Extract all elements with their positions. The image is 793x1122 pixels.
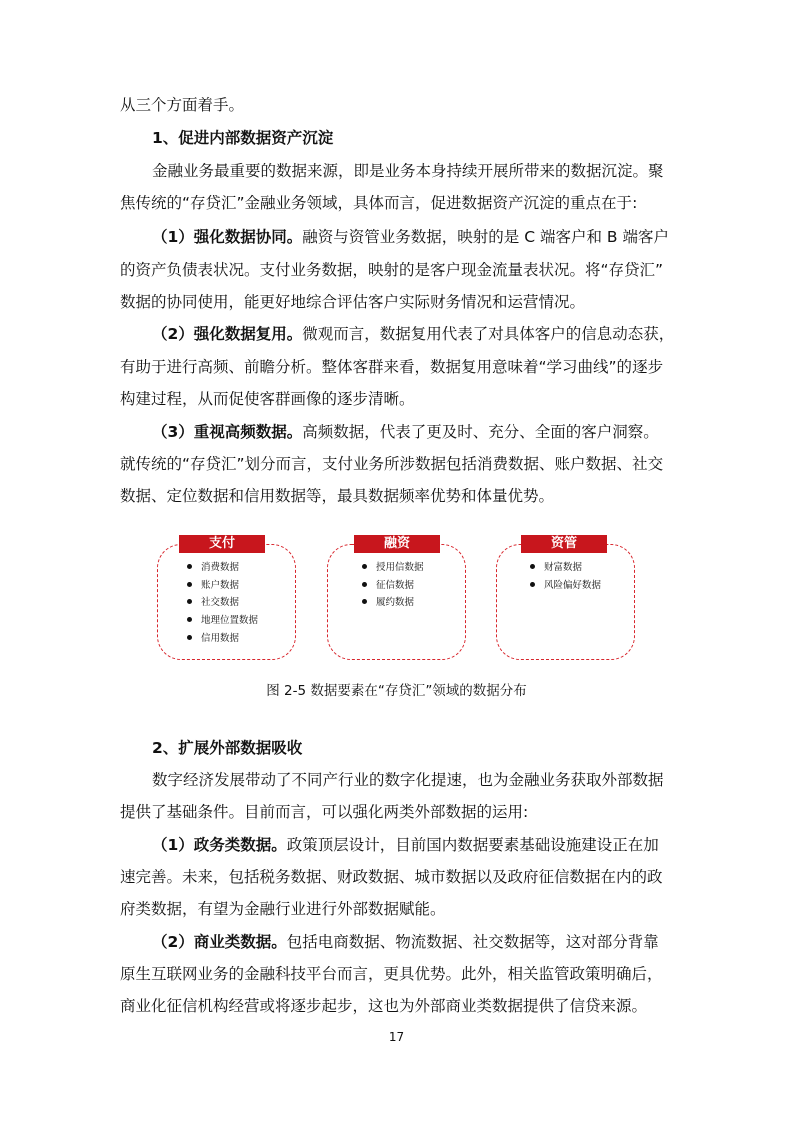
paragraph-line: 提供了基础条件。目前而言，可以强化两类外部数据的运用: [120,803,529,821]
figure-caption: 图 2-5 数据要素在“存贷汇”领域的数据分布 [266,683,527,699]
paragraph-line: 构建过程，从而促使客群画像的逐步清晰。 [120,390,415,408]
bullet-icon [362,582,367,587]
subsection-1 [152,227,712,247]
subsection-label: （2）强化数据复用。 [152,325,303,343]
paragraph-line: 数据的协同使用，能更好地综合评估客户实际财务情况和运营情况。 [120,293,586,311]
subsection-text: 融资与资管业务数据，映射的是 C 端客户和 B 端客户 [302,228,669,246]
bullet-icon [187,564,192,569]
list-item: 消费数据 [187,562,239,574]
bullet-icon [187,599,192,604]
paragraph-line: 焦传统的“存贷汇”金融业务领域，具体而言，促进数据资产沉淀的重点在于: [120,194,638,212]
subsection-text: 高频数据，代表了更及时、充分、全面的客户洞察。 [302,423,659,441]
paragraph-line: 府类数据，有望为金融行业进行外部数据赋能。 [120,900,446,918]
section-heading-2: 2、扩展外部数据吸收 [152,739,303,757]
list-item: 授用信数据 [362,562,424,574]
bullet-icon [530,582,535,587]
list-item: 风险偏好数据 [530,580,601,592]
paragraph-line: 金融业务最重要的数据来源，即是业务本身持续开展所带来的数据沉淀。聚 [152,162,664,180]
bullet-icon [187,617,192,622]
paragraph-line: 商业化征信机构经营或将逐步起步，这也为外部商业类数据提供了信贷来源。 [120,997,648,1015]
subsection-text: 微观而言，数据复用代表了对具体客户的信息动态获， [302,325,675,343]
list-item: 征信数据 [362,580,414,592]
bullet-icon [362,564,367,569]
paragraph-line: 从三个方面着手。 [120,96,245,114]
group-title-payment: 支付 [179,535,265,553]
bullet-icon [530,564,535,569]
paragraph-line: 数据、定位数据和信用数据等，最具数据频率优势和体量优势。 [120,487,555,505]
list-item: 履约数据 [362,597,414,609]
bullet-icon [187,635,192,640]
page-number: 17 [388,1030,405,1044]
bullet-icon [362,599,367,604]
paragraph-line: 就传统的“存贷汇”划分而言，支付业务所涉数据包括消费数据、账户数据、社交 [120,455,664,473]
list-item: 账户数据 [187,580,239,592]
subsection-2 [152,324,712,344]
list-item: 地理位置数据 [187,615,258,627]
section-heading-1: 1、促进内部数据资产沉淀 [152,129,334,147]
paragraph-line: 原生互联网业务的金融科技平台而言，更具优势。此外，相关监管政策明确后， [120,965,663,983]
subsection-label: （1）强化数据协同。 [152,228,303,246]
paragraph-line: 数字经济发展带动了不同产行业的数字化提速，也为金融业务获取外部数据 [152,771,664,789]
subsection-label: （2）商业类数据。 [152,933,287,951]
list-item: 财富数据 [530,562,582,574]
list-item: 社交数据 [187,597,239,609]
group-title-financing: 融资 [354,535,440,553]
list-item: 信用数据 [187,633,239,645]
subsection-4 [152,835,712,855]
subsection-5 [152,932,712,952]
subsection-3 [152,422,712,442]
subsection-label: （3）重视高频数据。 [152,423,303,441]
subsection-text: 政策顶层设计，目前国内数据要素基础设施建设正在加 [286,836,659,854]
group-title-asset-management: 资管 [521,535,607,553]
subsection-text: 包括电商数据、物流数据、社交数据等，这对部分背靠 [286,933,659,951]
paragraph-line: 的资产负债表状况。支付业务数据，映射的是客户现金流量表状况。将“存贷汇” [120,261,664,279]
paragraph-line: 速完善。未来，包括税务数据、财政数据、城市数据以及政府征信数据在内的政 [120,868,663,886]
subsection-label: （1）政务类数据。 [152,836,287,854]
bullet-icon [187,582,192,587]
paragraph-line: 有助于进行高频、前瞻分析。整体客群来看，数据复用意味着“学习曲线”的逐步 [120,358,664,376]
